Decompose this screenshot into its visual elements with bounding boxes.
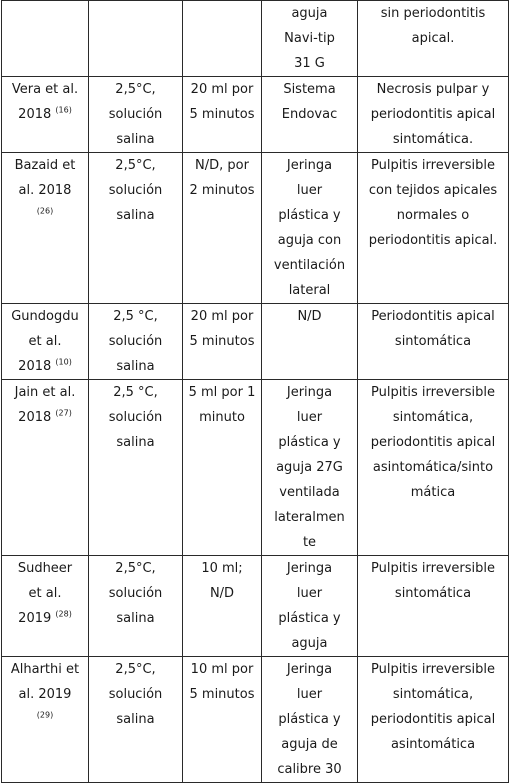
volume-text: 10 ml por [190, 662, 254, 677]
volume-text: 20 ml por [190, 82, 254, 97]
device-text: plástica y [278, 611, 341, 626]
study-line [4, 102, 86, 127]
volume-line [185, 329, 259, 354]
cell-device [262, 657, 358, 783]
study-text: 2019 [18, 611, 52, 626]
device-line [264, 606, 355, 631]
device-line [264, 178, 355, 203]
device-text: aguja con [277, 233, 342, 248]
volume-text: 20 ml por [190, 309, 254, 324]
device-text: aguja [291, 636, 328, 651]
cell-temperature [89, 556, 183, 657]
device-line [264, 102, 355, 127]
device-line [264, 26, 355, 51]
device-line [264, 304, 355, 329]
study-line [4, 581, 86, 606]
device-line [264, 51, 355, 76]
volume-text: 5 minutos [189, 107, 255, 122]
temperature-line [91, 657, 180, 682]
diagnosis-line [360, 77, 506, 102]
study-text: Bazaid et [14, 158, 76, 173]
cell-diagnosis [358, 657, 509, 783]
diagnosis-line [360, 480, 506, 505]
temperature-text: solución [108, 183, 163, 198]
device-line [264, 505, 355, 530]
study-text: 2018 [18, 107, 52, 122]
diagnosis-line [360, 153, 506, 178]
diagnosis-line [360, 405, 506, 430]
device-text: Sistema [283, 82, 336, 97]
temperature-line [91, 380, 180, 405]
temperature-line [91, 102, 180, 127]
diagnosis-text: sintomática, [392, 687, 474, 702]
cell-study [2, 556, 89, 657]
cell-volume [183, 77, 262, 153]
study-line [4, 178, 86, 203]
cell-volume [183, 304, 262, 380]
cell-diagnosis [358, 304, 509, 380]
volume-line [185, 304, 259, 329]
table-row [2, 1, 509, 77]
volume-line [185, 102, 259, 127]
diagnosis-line [360, 581, 506, 606]
device-text: Jeringa [286, 561, 333, 576]
temperature-text: 2,5°C, [115, 561, 156, 576]
volume-text: minuto [199, 410, 245, 425]
diagnosis-text: asintomática [390, 737, 476, 752]
diagnosis-line [360, 228, 506, 253]
table-row [2, 657, 509, 783]
diagnosis-text: asintomática/sinto [372, 460, 494, 475]
studies-table-body [2, 1, 509, 783]
diagnosis-text: sintomática [394, 334, 472, 349]
diagnosis-line [360, 657, 506, 682]
device-text: aguja 27G [276, 460, 343, 475]
cell-temperature [89, 1, 183, 77]
device-line [264, 253, 355, 278]
diagnosis-text: Pulpitis irreversible [370, 158, 495, 173]
volume-line [185, 581, 259, 606]
cell-device [262, 153, 358, 304]
device-text: plástica y [278, 712, 341, 727]
device-line [264, 732, 355, 757]
device-line [264, 480, 355, 505]
study-text: Sudheer [17, 561, 73, 576]
diagnosis-text: sintomática. [392, 132, 474, 147]
temperature-text: salina [116, 611, 155, 626]
study-text: Alharthi et [10, 662, 80, 677]
device-text: luer [296, 410, 323, 425]
diagnosis-line [360, 26, 506, 51]
cell-study [2, 77, 89, 153]
temperature-text: salina [116, 132, 155, 147]
diagnosis-line [360, 178, 506, 203]
study-line [4, 405, 86, 430]
diagnosis-line [360, 455, 506, 480]
cell-study [2, 153, 89, 304]
study-line [4, 380, 86, 405]
volume-line [185, 405, 259, 430]
volume-text: 2 minutos [189, 183, 255, 198]
cell-diagnosis [358, 380, 509, 556]
cell-diagnosis [358, 556, 509, 657]
reference-number: (26) [36, 206, 54, 216]
device-line [264, 153, 355, 178]
volume-line [185, 380, 259, 405]
temperature-line [91, 178, 180, 203]
cell-study [2, 380, 89, 556]
diagnosis-text: apical. [411, 31, 455, 46]
diagnosis-text: mática [410, 485, 456, 500]
table-row [2, 77, 509, 153]
device-line [264, 581, 355, 606]
diagnosis-line [360, 430, 506, 455]
volume-text: 5 minutos [189, 334, 255, 349]
study-text: 2018 [18, 410, 52, 425]
diagnosis-line [360, 127, 506, 152]
volume-line [185, 556, 259, 581]
diagnosis-text: periodontitis apical [370, 107, 496, 122]
temperature-line [91, 430, 180, 455]
study-line [4, 556, 86, 581]
cell-temperature [89, 153, 183, 304]
diagnosis-text: periodontitis apical [370, 712, 496, 727]
device-line [264, 530, 355, 555]
cell-device [262, 380, 358, 556]
cell-diagnosis [358, 153, 509, 304]
temperature-line [91, 682, 180, 707]
volume-text: 5 ml por 1 [188, 385, 256, 400]
cell-volume [183, 153, 262, 304]
diagnosis-text: Pulpitis irreversible [370, 385, 495, 400]
volume-line [185, 682, 259, 707]
temperature-text: salina [116, 712, 155, 727]
device-text: Jeringa [286, 158, 333, 173]
temperature-line [91, 606, 180, 631]
reference-number: (10) [55, 357, 72, 367]
device-text: luer [296, 687, 323, 702]
reference-number: (28) [55, 609, 72, 619]
diagnosis-text: Pulpitis irreversible [370, 561, 495, 576]
volume-text: N/D [209, 586, 235, 601]
cell-volume [183, 380, 262, 556]
temperature-text: solución [108, 687, 163, 702]
temperature-line [91, 127, 180, 152]
diagnosis-text: con tejidos apicales [368, 183, 498, 198]
volume-line [185, 178, 259, 203]
diagnosis-line [360, 707, 506, 732]
cell-device [262, 77, 358, 153]
diagnosis-line [360, 102, 506, 127]
cell-study [2, 304, 89, 380]
diagnosis-line [360, 682, 506, 707]
diagnosis-line [360, 329, 506, 354]
cell-volume [183, 1, 262, 77]
device-text: te [302, 535, 317, 550]
cell-diagnosis [358, 1, 509, 77]
temperature-text: solución [108, 107, 163, 122]
device-text: plástica y [278, 208, 341, 223]
study-text: Vera et al. [11, 82, 79, 97]
temperature-line [91, 77, 180, 102]
temperature-line [91, 354, 180, 379]
temperature-text: 2,5°C, [115, 158, 156, 173]
table-row [2, 304, 509, 380]
device-text: luer [296, 586, 323, 601]
diagnosis-text: Necrosis pulpar y [376, 82, 490, 97]
device-line [264, 203, 355, 228]
temperature-text: solución [108, 410, 163, 425]
volume-text: N/D, por [195, 158, 249, 173]
temperature-text: 2,5 °C, [113, 309, 158, 324]
cell-diagnosis [358, 77, 509, 153]
reference-number: (16) [55, 105, 72, 115]
device-line [264, 631, 355, 656]
cell-temperature [89, 304, 183, 380]
study-text: Gundogdu [11, 309, 79, 324]
studies-table [1, 0, 509, 783]
cell-study [2, 1, 89, 77]
diagnosis-line [360, 556, 506, 581]
device-line [264, 405, 355, 430]
device-line [264, 757, 355, 782]
temperature-line [91, 405, 180, 430]
volume-text: 5 minutos [189, 687, 255, 702]
temperature-text: solución [108, 586, 163, 601]
temperature-text: salina [116, 435, 155, 450]
diagnosis-text: sintomática, [392, 410, 474, 425]
device-line [264, 228, 355, 253]
diagnosis-text: sin periodontitis [380, 6, 486, 21]
temperature-line [91, 707, 180, 732]
study-text: Jain et al. [14, 385, 76, 400]
cell-study [2, 657, 89, 783]
diagnosis-text: Periodontitis apical [371, 309, 495, 324]
temperature-line [91, 329, 180, 354]
cell-device [262, 1, 358, 77]
diagnosis-line [360, 1, 506, 26]
volume-line [185, 657, 259, 682]
device-text: Jeringa [286, 662, 333, 677]
temperature-line [91, 556, 180, 581]
diagnosis-line [360, 203, 506, 228]
device-line [264, 657, 355, 682]
diagnosis-text: Pulpitis irreversible [370, 662, 495, 677]
device-text: lateral [288, 283, 331, 298]
device-text: Navi-tip [284, 31, 335, 46]
study-text: et al. [28, 586, 62, 601]
study-line [4, 203, 86, 228]
study-line [4, 153, 86, 178]
device-line [264, 455, 355, 480]
temperature-line [91, 581, 180, 606]
device-text: plástica y [278, 435, 341, 450]
study-text: al. 2018 [18, 183, 72, 198]
study-text: al. 2019 [18, 687, 72, 702]
temperature-text: 2,5°C, [115, 662, 156, 677]
table-row [2, 556, 509, 657]
study-line [4, 682, 86, 707]
cell-temperature [89, 77, 183, 153]
device-line [264, 430, 355, 455]
device-text: aguja [291, 6, 328, 21]
device-line [264, 380, 355, 405]
diagnosis-line [360, 380, 506, 405]
temperature-line [91, 153, 180, 178]
diagnosis-line [360, 304, 506, 329]
device-text: 31 G [294, 56, 325, 71]
study-text: 2018 [18, 359, 52, 374]
temperature-line [91, 203, 180, 228]
study-line [4, 707, 86, 732]
diagnosis-text: periodontitis apical [370, 435, 496, 450]
temperature-text: salina [116, 359, 155, 374]
reference-number: (27) [55, 408, 72, 418]
study-line [4, 354, 86, 379]
cell-device [262, 556, 358, 657]
cell-volume [183, 556, 262, 657]
study-line [4, 657, 86, 682]
temperature-text: 2,5°C, [115, 82, 156, 97]
device-line [264, 682, 355, 707]
diagnosis-text: normales o [396, 208, 470, 223]
cell-temperature [89, 657, 183, 783]
device-text: N/D [297, 309, 322, 324]
temperature-text: 2,5 °C, [113, 385, 158, 400]
volume-line [185, 153, 259, 178]
volume-text: 10 ml; [201, 561, 243, 576]
study-line [4, 77, 86, 102]
diagnosis-text: sintomática [394, 586, 472, 601]
device-line [264, 1, 355, 26]
cell-device [262, 304, 358, 380]
volume-line [185, 77, 259, 102]
device-text: aguja de [281, 737, 338, 752]
device-text: Jeringa [286, 385, 333, 400]
cell-temperature [89, 380, 183, 556]
device-text: ventilación [273, 258, 346, 273]
cell-volume [183, 657, 262, 783]
temperature-text: solución [108, 334, 163, 349]
study-line [4, 606, 86, 631]
device-text: ventilada [279, 485, 340, 500]
study-line [4, 304, 86, 329]
study-text: et al. [28, 334, 62, 349]
temperature-line [91, 304, 180, 329]
device-line [264, 278, 355, 303]
device-text: luer [296, 183, 323, 198]
study-line [4, 329, 86, 354]
device-line [264, 556, 355, 581]
device-text: calibre 30 [277, 762, 342, 777]
temperature-text: salina [116, 208, 155, 223]
reference-number: (29) [36, 710, 54, 720]
device-line [264, 707, 355, 732]
table-row [2, 153, 509, 304]
device-line [264, 77, 355, 102]
diagnosis-line [360, 732, 506, 757]
table-row [2, 380, 509, 556]
device-text: lateralmen [274, 510, 345, 525]
diagnosis-text: periodontitis apical. [368, 233, 498, 248]
device-text: Endovac [281, 107, 338, 122]
